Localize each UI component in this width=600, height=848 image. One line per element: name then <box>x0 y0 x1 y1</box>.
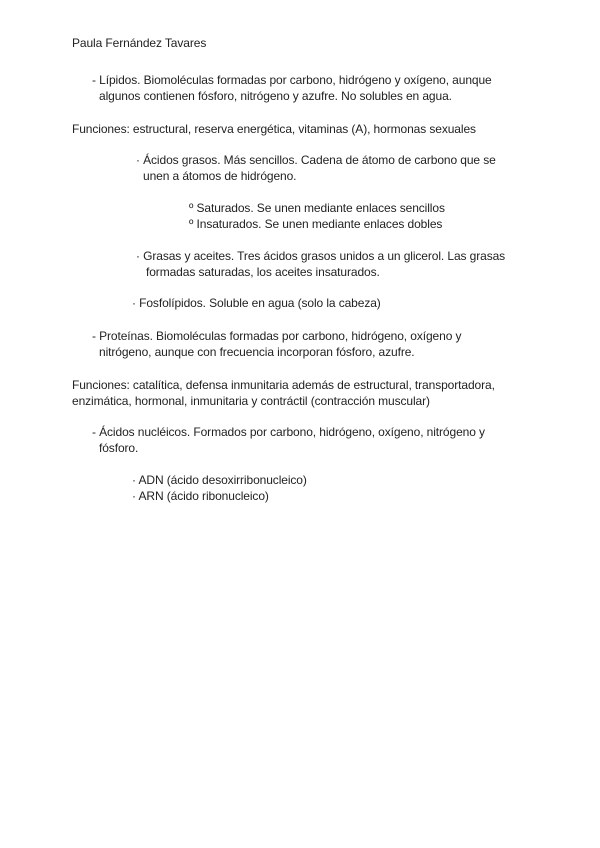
fosfolipidos-item: · Fosfolípidos. Soluble en agua (solo la cabeza) <box>132 296 381 310</box>
proteinas-funciones-line2: enzimática, hormonal, inmunitaria y contráctil (contracción muscular) <box>72 394 430 408</box>
grasas-line1: · Grasas y aceites. Tres ácidos grasos unidos a un glicerol. Las grasas <box>136 249 506 263</box>
acidos-grasos-line1: · Ácidos grasos. Más sencillos. Cadena de átomo de carbono que se <box>136 153 496 167</box>
lipidos-funciones: Funciones: estructural, reserva energética, vitaminas (A), hormonas sexuales <box>72 122 476 136</box>
acidos-nucleicos-heading-line1: - Ácidos nucléicos. Formados por carbono, hidrógeno, oxígeno, nitrógeno y <box>92 425 485 439</box>
lipidos-heading-line2: algunos contienen fósforo, nitrógeno y azufre. No solubles en agua. <box>99 89 452 103</box>
proteinas-heading-line2: nitrógeno, aunque con frecuencia incorporan fósforo, azufre. <box>99 345 415 359</box>
proteinas-funciones-line1: Funciones: catalítica, defensa inmunitaria además de estructural, transportadora, <box>72 378 495 392</box>
arn-item: · ARN (ácido ribonucleico) <box>132 489 269 503</box>
adn-item: · ADN (ácido desoxirribonucleico) <box>132 473 307 487</box>
acidos-grasos-line2: unen a átomos de hidrógeno. <box>143 169 297 183</box>
grasas-line2: formadas saturadas, los aceites insaturados. <box>146 265 380 279</box>
author-name: Paula Fernández Tavares <box>72 36 207 50</box>
acidos-nucleicos-heading-line2: fósforo. <box>99 441 139 455</box>
proteinas-heading-line1: - Proteínas. Biomoléculas formadas por carbono, hidrógeno, oxígeno y <box>92 329 462 343</box>
lipidos-heading-line1: - Lípidos. Biomoléculas formadas por carbono, hidrógeno y oxígeno, aunque <box>92 73 492 87</box>
saturados-item: º Saturados. Se unen mediante enlaces sencillos <box>189 201 445 215</box>
insaturados-item: º Insaturados. Se unen mediante enlaces dobles <box>189 217 443 231</box>
